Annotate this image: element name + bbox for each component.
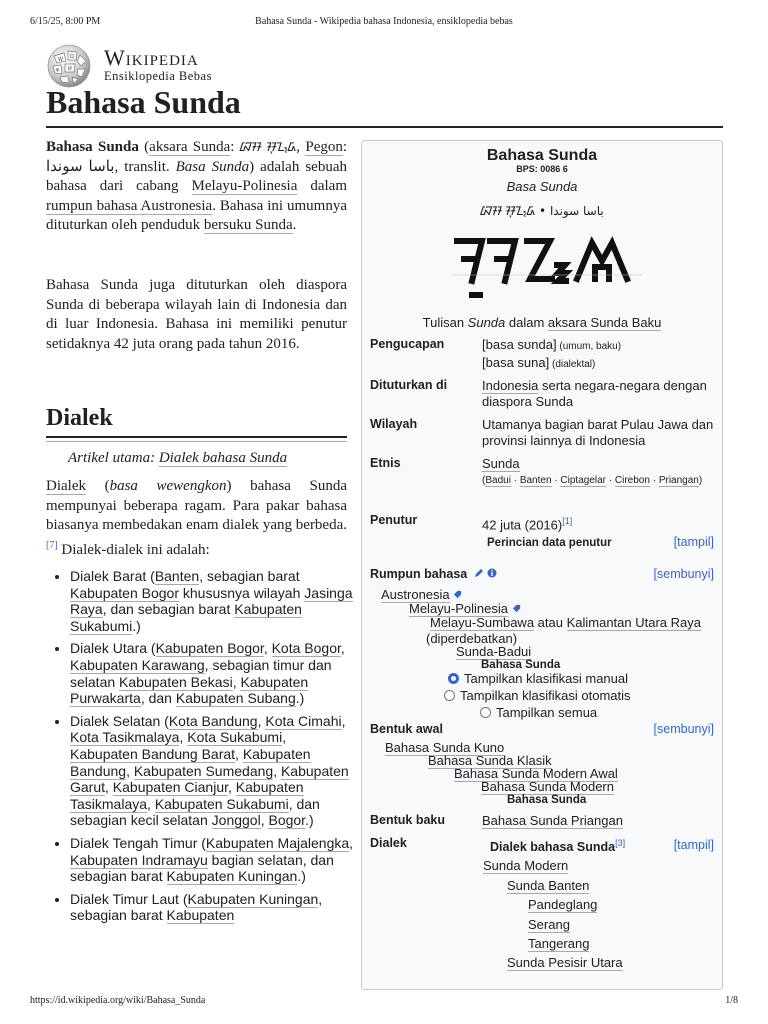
row-label: Bentuk awal [370,722,443,736]
script-names-text: ᮘᮞ ᮞᮥᮔ᮪ᮓ • باسا سوندا [480,204,604,218]
section-divider-thin [46,441,347,442]
text: Sunda [467,315,506,330]
toggle-hide-button[interactable]: [sembunyi] [653,567,714,581]
infobox-script-names [362,203,722,220]
link[interactable]: Kabupaten Majalengka [205,834,350,851]
radio-selected-icon[interactable] [448,673,459,684]
link[interactable]: Kabupaten Sukabumi [70,601,302,634]
tree-node [481,779,614,794]
text: , dan [140,690,176,707]
row-label: Penutur [370,513,418,527]
link[interactable]: Bahasa Sunda Klasik [428,753,552,768]
link[interactable]: Bahasa Sunda Modern [481,779,614,794]
text: 42 juta (2016) [482,517,563,533]
tree-node-current: Bahasa Sunda [507,794,587,806]
link[interactable]: Bahasa Sunda Kuno [385,740,505,755]
link-rumpun-austronesia[interactable]: rumpun bahasa Austronesia [46,197,213,214]
link[interactable]: Banten [519,475,552,486]
infobox-row-penutur [370,513,714,555]
link[interactable]: Sunda Banten [507,878,590,893]
text: Tulisan [422,315,468,330]
speaker-detail-label: Perincian data penutur [487,537,612,549]
text: ) adalah sebuah bahasa dari cabang [46,158,347,195]
link[interactable]: Bahasa Sunda Modern Awal [454,766,618,781]
text: Dialek bahasa Sunda [490,840,616,855]
infobox-native-name: Basa Sunda [506,179,578,194]
row-label: Bentuk baku [370,813,446,827]
text: , dan sebagian kecil selatan [70,795,320,829]
radio-icon[interactable] [444,690,455,701]
wikipedia-globe-icon[interactable] [44,42,98,90]
link[interactable]: Bogor [268,812,306,829]
svg-text:Ω: Ω [70,54,74,60]
intro-bold-name: Bahasa Sunda [46,139,139,155]
link[interactable]: Badui [485,475,511,486]
infobox-row-bentuk-baku [370,813,714,835]
link[interactable]: Kabupaten Sumedang [133,762,274,779]
text: serta negara-negara dengan diaspora Sunda [482,378,707,409]
list-item [70,835,356,885]
row-label: Dialek [370,836,407,850]
link-austronesia[interactable]: Austronesia [381,587,450,602]
text: , [232,673,241,690]
text: dalam [297,178,348,195]
hatnote [68,450,287,467]
radio-show-all[interactable] [480,705,597,720]
text: , [341,712,346,729]
text: , [235,745,243,762]
text: .) [297,868,306,885]
row-label [370,567,497,581]
text: Dialek Tengah Timur ( [70,834,206,851]
text: , [263,640,272,657]
print-datetime: 6/15/25, 8:00 PM [30,16,101,27]
text: , [105,779,113,796]
link[interactable]: Priangan [658,475,699,486]
infobox-row-dialek [370,836,714,976]
italic-term: basa wewengkon [109,478,227,494]
infobox-row-dituturkan [370,378,714,412]
text: , [273,762,281,779]
text: (dialektal) [549,359,596,370]
text: Dialek-dialek ini adalah: [57,541,210,558]
dialect-navbox-title [490,838,625,854]
text: , [126,762,134,779]
link[interactable]: Banten [154,568,200,584]
infobox-title: Bahasa Sunda [486,147,598,164]
radio-automatic[interactable] [444,688,631,703]
svg-text:W: W [58,57,63,63]
info-icon[interactable] [487,568,497,578]
section-heading-dialek: Dialek [46,405,113,431]
reference-link[interactable]: [7] [46,539,58,551]
list-item [70,891,356,924]
link[interactable]: Kabupaten Bekasi [119,673,233,690]
list-item [70,640,356,706]
text: : باسا سوندا, translit. [46,139,348,175]
text: , [228,779,236,796]
wikipedia-wordmark[interactable] [104,45,212,84]
link-melayu-sumbawa[interactable]: Melayu-Sumbawa [430,615,535,630]
infobox-row-bentuk-awal [370,722,714,808]
sundanese-script-text: ᮘᮞ ᮞᮥᮔ᮪ᮓ [239,140,297,154]
link[interactable]: Kota Cimahi [265,712,342,729]
link[interactable]: Kabupaten Sukabumi [154,795,289,812]
link-sunda-priangan[interactable]: Bahasa Sunda Priangan [482,813,623,828]
toggle-show-button[interactable]: [tampil] [673,535,714,549]
link[interactable]: Kabupaten Purwakarta [70,673,309,707]
row-label: Dituturkan di [370,378,448,392]
text: , [260,812,269,829]
link-sunda[interactable]: Sunda [482,456,520,471]
text: Rumpun bahasa [370,567,468,581]
link[interactable]: Serang [528,917,570,932]
tree-node-current: Bahasa Sunda [481,659,561,671]
row-value [482,456,714,490]
text: ( [85,478,110,494]
infobox-row-wilayah [370,417,714,451]
link[interactable]: Kabupaten Karawang [70,656,205,673]
link-indonesia[interactable]: Indonesia [482,378,539,393]
text: , sebagian barat [199,568,300,584]
row-label: Wilayah [370,417,418,431]
text: , [349,834,354,851]
link[interactable]: Jonggol [211,812,261,829]
tree-node [456,644,531,659]
brand-tagline: Ensiklopedia Bebas [104,69,212,83]
link[interactable]: Kabupaten Kuningan [187,890,319,907]
text: , sebagian timur dan selatan [70,656,332,690]
intro-italic-name: Basa Sunda [175,158,250,175]
text: , [179,729,188,746]
infobox [361,140,723,990]
svg-text:И: И [68,66,72,72]
title-divider [46,126,723,128]
list-item [70,713,356,829]
link[interactable]: Kabupaten Cianjur [112,779,228,796]
print-doc-title: Bahasa Sunda - Wikipedia bahasa Indonesia, ensiklopedia bebas [255,16,513,27]
link[interactable]: Kota Bogor [271,640,341,657]
toggle-show-button[interactable]: [tampil] [673,838,714,852]
radio-label: Tampilkan klasifikasi manual [464,671,629,686]
link-aksara-sunda-baku[interactable]: aksara Sunda Baku [547,315,662,330]
text: Dialek Selatan ( [70,712,169,729]
link[interactable]: Tangerang [528,936,590,951]
text: (umum, baku) [556,341,622,352]
infobox-row-rumpun [370,567,714,720]
link-melayu-polinesia[interactable]: Melayu-Polinesia [409,601,508,616]
tag-icon [453,590,462,599]
link[interactable]: Kabupaten Kuningan [166,868,298,885]
radio-label: Tampilkan semua [496,705,598,720]
print-page-number: 1/8 [725,995,738,1006]
etnis-subgroups: (Badui · Banten · Ciptagelar · Cirebon · Priangan) [482,475,703,486]
link[interactable]: Kabupaten Bogor [155,640,264,657]
link[interactable]: Kabupaten [166,907,235,924]
tree-node [381,587,462,602]
text: dalam [505,315,548,330]
text: atau [534,615,567,630]
link[interactable]: Kota Tasikmalaya [70,729,180,746]
text: , [257,712,266,729]
intro-paragraph [46,138,347,236]
print-footer [30,995,738,1006]
radio-icon[interactable] [480,707,491,718]
link-melayu-polinesia[interactable]: Melayu-Polinesia [191,178,298,195]
text: , sebagian barat [70,890,323,924]
svg-text:ψ: ψ [56,67,60,73]
radio-label: Tampilkan klasifikasi otomatis [460,688,631,703]
list-item [70,568,356,634]
link[interactable]: Kota Sukabumi [187,729,283,746]
link[interactable]: Sunda Modern [483,858,569,873]
link[interactable]: Kabupaten Bandung [70,745,311,779]
tree-note: (diperdebatkan) [426,631,518,646]
infobox-bps-code: BPS: 0086 6 [516,164,568,174]
link[interactable]: Kabupaten Tasikmalaya [70,779,304,812]
text: khususnya wilayah [178,584,305,601]
text: bagian selatan, dan sebagian barat [70,851,334,885]
brand-name: Wikipedia [104,45,199,70]
row-value [482,513,714,533]
print-url: https://id.wikipedia.org/wiki/Bahasa_Sunda [30,995,206,1006]
page-title: Bahasa Sunda [46,84,241,120]
link[interactable]: Kota Bandung [168,712,258,729]
tree-node [528,936,589,951]
link[interactable]: Pandeglang [528,897,598,912]
dialek-paragraph [46,477,347,560]
print-header [30,16,738,27]
tag-icon [512,604,521,613]
row-value [482,337,714,373]
text: , [282,729,287,746]
tree-node [507,955,623,970]
text: , [147,795,155,812]
infobox-row-etnis [370,456,714,506]
tree-node [507,878,589,893]
text: Dialek Barat ( [70,568,155,584]
text: . Bahasa ini umumnya dituturkan oleh penduduk [46,197,347,234]
link-kalimantan-utara-raya[interactable]: Kalimantan Utara Raya [566,615,701,630]
text: [basa sʊnda] [482,337,557,352]
infobox-row-pengucapan [370,337,714,371]
text: ) bahasa Sunda mempunyai beberapa ragam. Para pakar bahasa biasanya membedakan enam dialek yang berbeda. [46,478,347,534]
link[interactable]: Sunda Pesisir Utara [507,955,623,970]
toggle-hide-button[interactable]: [sembunyi] [653,722,714,736]
text: .) [132,617,141,634]
text: . [292,217,297,234]
edit-pencil-icon[interactable] [474,568,484,578]
text: Dialek Utara ( [70,640,156,657]
text: , dan sebagian barat [102,601,235,618]
link[interactable]: Jasinga Raya [70,584,353,618]
tree-node [528,897,597,912]
link-sunda-badui[interactable]: Sunda-Badui [456,644,532,659]
link[interactable]: Cirebon [614,475,650,486]
tree-node [409,601,521,616]
link-pegon[interactable]: Pegon [305,139,343,155]
tree-node [483,858,568,873]
link[interactable]: Kabupaten Bandung Barat [70,745,236,762]
row-label: Etnis [370,456,401,470]
hatnote-prefix: Artikel utama: [68,450,159,466]
row-value [482,813,714,829]
text: Dialek Timur Laut ( [70,890,188,907]
row-value: Utamanya bagian barat Pulau Jawa dan provinsi lainnya di Indonesia [482,417,714,448]
sundanese-script-image [452,229,642,309]
link-suku-sunda[interactable]: bersuku Sunda [203,217,293,234]
text: .) [305,812,314,829]
text: [basa suna] [482,355,550,370]
text: ( [138,139,150,155]
link[interactable]: Kabupaten Garut [70,762,349,796]
row-label: Pengucapan [370,337,445,351]
tree-node [528,917,570,932]
link-main-article[interactable]: Dialek bahasa Sunda [158,450,288,466]
row-value [482,378,714,410]
text: , [296,139,306,155]
second-paragraph: Bahasa Sunda juga dituturkan oleh diaspora Sunda di beberapa wilayah lain di Indonesia dan di luar Indonesia. Bahasa ini memiliki penutur setidaknya 42 juta orang pada tahun 2016. [46,277,347,352]
section-divider [46,436,347,438]
reference-link[interactable]: [3] [615,838,626,848]
text: , [340,640,345,657]
dialect-list [46,568,356,930]
text: .) [295,690,305,707]
text: : [230,139,240,155]
reference-link[interactable]: [1] [562,516,573,526]
link[interactable]: Kabupaten Subang [175,690,296,707]
tree-node [430,615,701,630]
link[interactable]: Ciptagelar [560,475,606,486]
radio-manual[interactable] [448,671,628,686]
link[interactable]: Kabupaten Indramayu [70,851,208,868]
link-aksara-sunda[interactable]: aksara Sunda [149,139,231,155]
infobox-caption [362,315,722,330]
link-dialek[interactable]: Dialek [46,478,86,494]
link[interactable]: Kabupaten Bogor [70,584,179,601]
